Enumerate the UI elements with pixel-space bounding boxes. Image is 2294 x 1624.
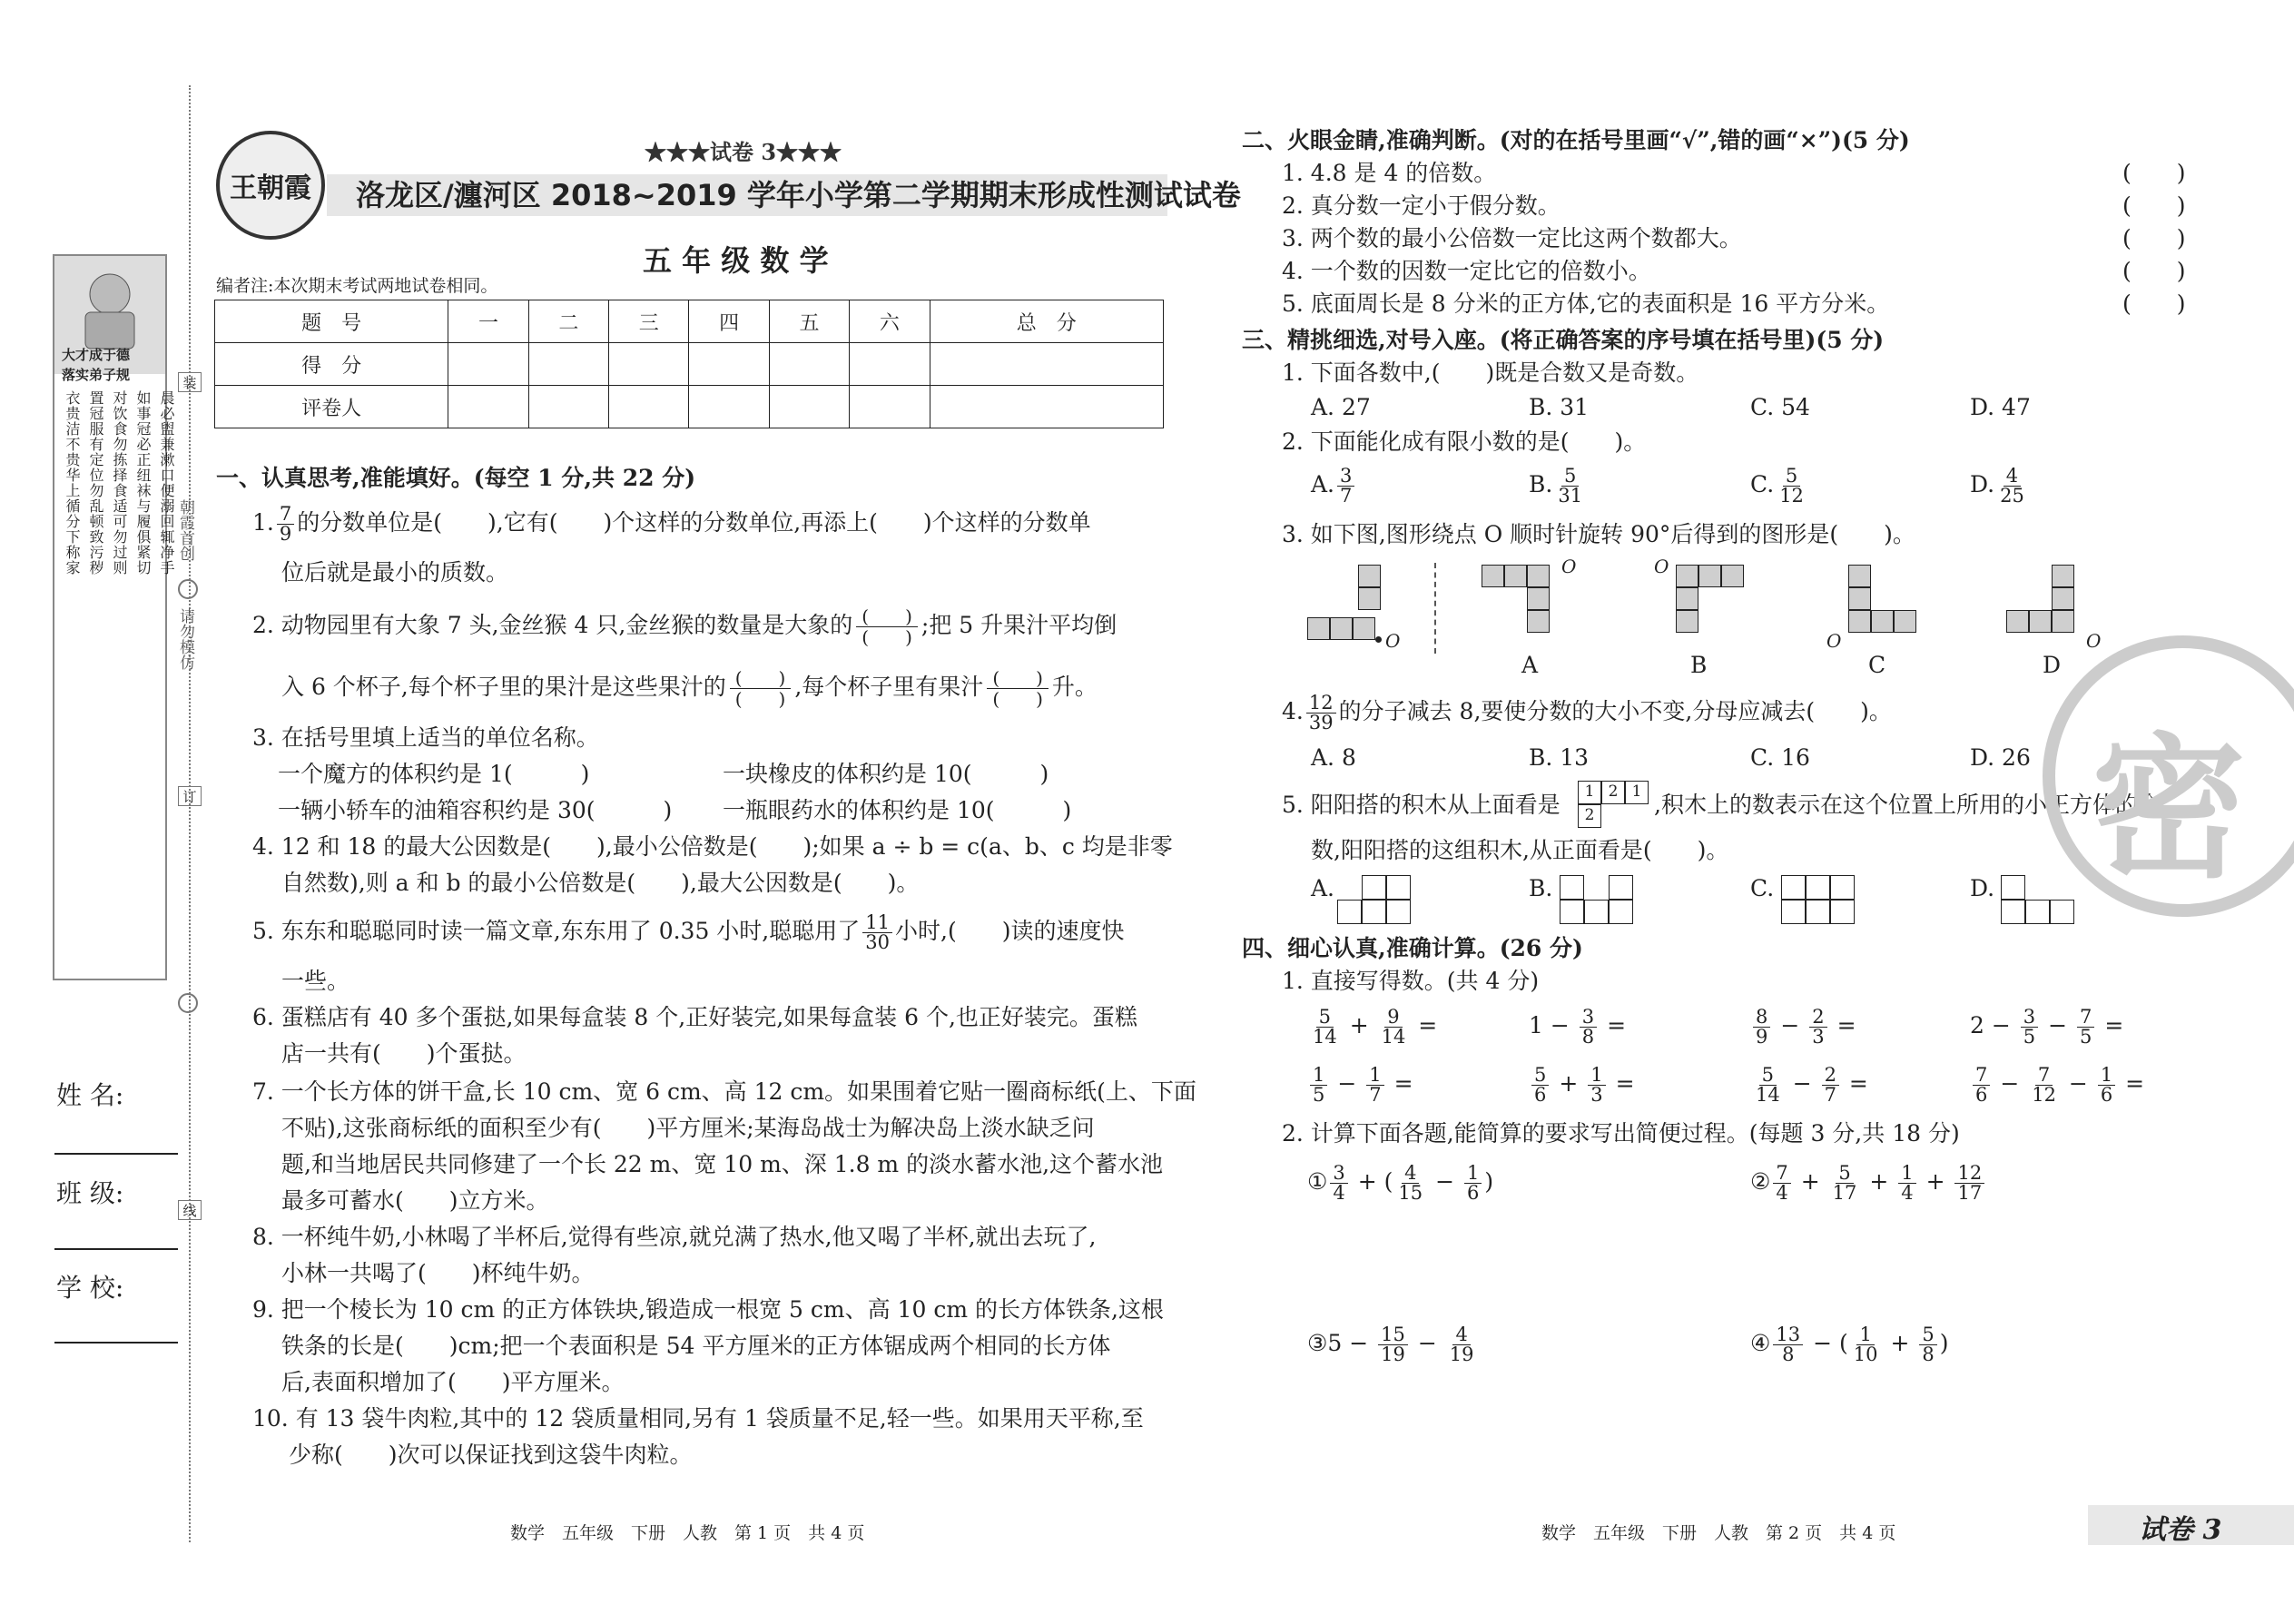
blank-fraction: ( ) ( ) xyxy=(730,668,792,709)
exam-subtitle: 五 年 级 数 学 xyxy=(643,243,829,278)
fold-label: 请勿模仿 xyxy=(176,608,194,670)
score-cell[interactable] xyxy=(528,343,608,386)
q7-line2: 不贴),这张商标纸的面积至少有( )平方厘米;某海岛战士为解决岛上淡水缺乏问 xyxy=(281,1115,1095,1141)
q10-line1: 10. 有 13 袋牛肉粒,其中的 12 袋质量相同,另有 1 袋质量不足,轻一些。如果用天平称,至 xyxy=(252,1405,1144,1432)
table-header: 五 xyxy=(769,300,849,343)
score-cell[interactable] xyxy=(689,343,769,386)
blank-fraction: ( ) ( ) xyxy=(856,606,918,647)
verse: 晨必盥兼漱口便溺回辄净手 xyxy=(158,390,175,576)
part4-title: 四、细心认真,准确计算。(26 分) xyxy=(1242,935,1583,961)
footer-right: 数学 五年级 下册 人教 第 2 页 共 4 页 xyxy=(1541,1523,1896,1543)
score-cell[interactable] xyxy=(769,343,849,386)
q8-line1: 8. 一杯纯牛奶,小林喝了半杯后,觉得有些凉,就兑满了热水,他又喝了半杯,就出去玩了, xyxy=(252,1224,1097,1250)
table-header: 四 xyxy=(689,300,769,343)
table-header: 三 xyxy=(609,300,689,343)
judge-item: 2. 真分数一定小于假分数。 xyxy=(1282,192,1561,219)
mc-option[interactable]: B. 13 xyxy=(1529,744,1590,771)
table-header: 六 xyxy=(850,300,930,343)
calc-problem-3: ③5 − $\frac{15}{19}$ − $\frac{4}{19}$ xyxy=(1307,1324,1474,1365)
mc-q3: 3. 如下图,图形绕点 O 顺时针旋转 90°后得到的图形是( )。 xyxy=(1282,521,1915,547)
q5-line2: 一些。 xyxy=(281,968,350,994)
q2-line1: 2. 动物园里有大象 7 头,金丝猴 4 只,金丝猴的数量是大象的 ( ) ( ) ;把 5 升果汁平均倒 xyxy=(252,605,1117,648)
mc-option[interactable]: A. 8 xyxy=(1311,744,1356,771)
mc-option[interactable]: A. $\frac{3}{7}$ xyxy=(1311,467,1357,506)
verse: 置冠服有定位勿乱顿致污秽 xyxy=(87,390,104,576)
score-cell[interactable] xyxy=(769,386,849,428)
footer-left: 数学 五年级 下册 人教 第 1 页 共 4 页 xyxy=(510,1523,865,1543)
part1-title: 一、认真思考,准能填好。(每空 1 分,共 22 分) xyxy=(216,465,696,491)
mc-option[interactable]: C. xyxy=(1750,875,1775,901)
score-cell[interactable] xyxy=(930,343,1163,386)
score-cell[interactable] xyxy=(448,343,528,386)
calc-item: $\frac{5}{6}$ + $\frac{1}{3}$ = xyxy=(1529,1066,1635,1105)
section-2: 2. 计算下面各题,能简算的要求写出简便过程。(每题 3 分,共 18 分) xyxy=(1282,1120,1960,1147)
row-label: 得 分 xyxy=(215,343,448,386)
mc-q5-line1b: ,积木上的数表示在这个位置上所用的小正方体的个 xyxy=(1654,792,2161,818)
q2-line2: 入 6 个杯子,每个杯子里的果汁是这些果汁的 ( ) ( ) ,每个杯子里有果汁 ( ) ( ) 升。 xyxy=(281,667,1098,710)
q3-d: 一瓶眼药水的体积约是 10( ) xyxy=(723,797,1072,823)
section-1: 1. 直接写得数。(共 4 分) xyxy=(1282,968,1540,994)
mc-option[interactable]: D. 26 xyxy=(1970,744,2031,771)
q7-line4: 最多可蓄水( )立方米。 xyxy=(281,1187,549,1214)
answer-paren[interactable]: ( ) xyxy=(2122,225,2186,251)
q4-line1: 4. 12 和 18 的最大公因数是( ),最小公倍数是( );如果 a ÷ b = c(a、b、c 均是非零 xyxy=(252,833,1173,860)
calc-item: 1 − $\frac{3}{8}$ = xyxy=(1529,1006,1627,1048)
sidebar-slogan-1: 大才成于德 xyxy=(62,347,131,363)
name-label: 姓 名: xyxy=(56,1080,124,1110)
mc-option[interactable]: D. $\frac{4}{25}$ xyxy=(1970,465,2024,507)
calc-item: $\frac{1}{5}$ − $\frac{1}{7}$ = xyxy=(1307,1066,1413,1105)
calc-problem-1: ① $\frac{3}{4}$ + ( $\frac{4}{15}$ − $\frac{1}{6}$ ) xyxy=(1307,1162,1494,1204)
fold-box: 线 xyxy=(178,1200,202,1220)
q8-line2: 小林一共喝了( )杯纯牛奶。 xyxy=(281,1260,595,1286)
judge-item: 5. 底面周长是 8 分米的正方体,它的表面积是 16 平方分米。 xyxy=(1282,290,1890,317)
binding-hole-icon xyxy=(178,579,198,599)
q1-line2: 位后就是最小的质数。 xyxy=(281,559,509,586)
table-header: 题 号 xyxy=(215,300,448,343)
fold-box: 装 xyxy=(178,372,202,392)
calc-item: $\frac{5}{14}$ − $\frac{2}{7}$ = xyxy=(1756,1064,1868,1106)
answer-paren[interactable]: ( ) xyxy=(2122,290,2186,317)
score-cell[interactable] xyxy=(689,386,769,428)
calc-item: $\frac{5}{14}$ + $\frac{9}{14}$ = xyxy=(1313,1006,1438,1048)
brand-name: 王朝霞 xyxy=(230,172,311,204)
answer-paren[interactable]: ( ) xyxy=(2122,160,2186,186)
exam-title: 洛龙区/瀍河区 2018~2019 学年小学第二学期期末形成性测试试卷 xyxy=(356,178,1241,212)
fold-label: 朝霞首创 xyxy=(176,499,194,561)
q5-line1: 5. 东东和聪聪同时读一篇文章,东东用了 0.35 小时,聪聪用了 $\frac{11}{30}$ 小时,( )读的速度快 xyxy=(252,911,1125,953)
q4-line2: 自然数),则 a 和 b 的最小公倍数是( ),最大公因数是( )。 xyxy=(281,870,920,896)
fraction: $\frac{11}{30}$ xyxy=(862,913,892,952)
mc-option[interactable]: C. 16 xyxy=(1750,744,1810,771)
figure-label[interactable]: C xyxy=(1868,652,1886,678)
q3-c: 一辆小轿车的油箱容积约是 30( ) xyxy=(278,797,673,823)
q7-line1: 7. 一个长方体的饼干盒,长 10 cm、宽 6 cm、高 12 cm。如果围着它贴一圈商标纸(上、下面 xyxy=(252,1078,1196,1105)
table-header: 二 xyxy=(528,300,608,343)
mc-q5-line1: 5. 阳阳搭的积木从上面看是 xyxy=(1282,792,1561,818)
q6-line2: 店一共有( )个蛋挞。 xyxy=(281,1040,527,1067)
mc-option[interactable]: D. 47 xyxy=(1970,394,2031,420)
school-label: 学 校: xyxy=(56,1273,124,1303)
calc-item: 2 − $\frac{3}{5}$ − $\frac{7}{5}$ = xyxy=(1970,1006,2124,1048)
mc-option[interactable]: C. 54 xyxy=(1750,394,1810,420)
name-line[interactable] xyxy=(54,1153,178,1155)
verse: 衣贵洁不贵华上循分下称家 xyxy=(64,390,81,576)
row-label: 评卷人 xyxy=(215,386,448,428)
mc-option[interactable]: B. 31 xyxy=(1529,394,1590,420)
mc-q5-line2: 数,阳阳搭的这组积木,从正面看是( )。 xyxy=(1311,837,1729,863)
editor-note: 编者注:本次期末考试两地试卷相同。 xyxy=(216,276,498,296)
paper-badge: 试卷 3 xyxy=(2139,1514,2222,1546)
fold-line xyxy=(189,85,191,1542)
q1-line1: 1. $\frac{7}{9}$ 的分数单位是( ),它有( )个这样的分数单位,再添上( )个这样的分数单 xyxy=(252,503,1091,545)
q3-a: 一个魔方的体积约是 1( ) xyxy=(278,761,590,787)
q6-line1: 6. 蛋糕店有 40 多个蛋挞,如果每盒装 8 个,正好装完,如果每盒装 6 个,也正好装完。蛋糕 xyxy=(252,1004,1137,1030)
answer-paren[interactable]: ( ) xyxy=(2122,192,2186,219)
table-header: 总 分 xyxy=(930,300,1163,343)
q9-line2: 铁条的长是( )cm;把一个表面积是 54 平方厘米的正方体锯成两个相同的长方体 xyxy=(281,1333,1111,1359)
mc-option[interactable]: C. $\frac{5}{12}$ xyxy=(1750,465,1804,507)
part2-title: 二、火眼金睛,准确判断。(对的在括号里画“√”,错的画“×”)(5 分) xyxy=(1242,127,1910,153)
figure-label[interactable]: D xyxy=(2043,652,2062,678)
verse: 对饮食勿拣择食适可勿过则 xyxy=(111,390,128,576)
verse: 如事冠必正纽袜与履俱紧切 xyxy=(134,390,152,576)
figure-label[interactable]: B xyxy=(1690,652,1708,678)
q7-line3: 题,和当地居民共同修建了一个长 22 m、宽 10 m、深 1.8 m 的淡水蓄水池,这个蓄水池 xyxy=(281,1151,1164,1177)
score-cell[interactable] xyxy=(850,343,930,386)
binding-hole-icon xyxy=(178,993,198,1013)
school-line[interactable] xyxy=(54,1342,178,1343)
fraction: $\frac{7}{9}$ xyxy=(277,505,294,544)
brand-logo xyxy=(216,131,325,240)
seal-watermark: 密 xyxy=(2043,635,2294,917)
mc-option[interactable]: B. $\frac{5}{31}$ xyxy=(1529,465,1583,507)
score-cell[interactable] xyxy=(528,386,608,428)
mc-q1: 1. 下面各数中,( )既是合数又是奇数。 xyxy=(1282,359,1699,386)
score-table xyxy=(214,300,1164,428)
calc-item: $\frac{7}{6}$ − $\frac{7}{12}$ − $\frac{1}{6}$ = xyxy=(1970,1066,2144,1105)
mc-q2: 2. 下面能化成有限小数的是( )。 xyxy=(1282,428,1647,455)
mc-option[interactable]: A. 27 xyxy=(1311,394,1371,420)
score-cell[interactable] xyxy=(609,386,689,428)
left-sidebar xyxy=(53,254,175,980)
class-line[interactable] xyxy=(54,1248,178,1250)
sidebar-verses xyxy=(60,390,176,576)
judge-item: 3. 两个数的最小公倍数一定比这两个数都大。 xyxy=(1282,225,1742,251)
score-cell[interactable] xyxy=(448,386,528,428)
q3-b: 一块橡皮的体积约是 10( ) xyxy=(723,761,1049,787)
blank-fraction: ( ) ( ) xyxy=(987,668,1049,709)
judge-item: 1. 4.8 是 4 的倍数。 xyxy=(1282,160,1497,186)
mc-option[interactable]: A. xyxy=(1311,875,1335,901)
score-cell[interactable] xyxy=(850,386,930,428)
q3-line: 3. 在括号里填上适当的单位名称。 xyxy=(252,724,599,751)
q10-line2: 少称( )次可以保证找到这袋牛肉粒。 xyxy=(289,1442,693,1468)
paper-tag: ★★★试卷 3★★★ xyxy=(645,139,842,165)
q9-line3: 后,表面积增加了( )平方厘米。 xyxy=(281,1369,625,1395)
score-cell[interactable] xyxy=(609,343,689,386)
answer-paren[interactable]: ( ) xyxy=(2122,258,2186,284)
mc-option[interactable]: B. xyxy=(1529,875,1553,901)
mc-q4: 4. $\frac{12}{39}$ 的分子减去 8,要使分数的大小不变,分母应减去( )。 xyxy=(1282,692,1892,733)
part3-title: 三、精挑细选,对号入座。(将正确答案的序号填在括号里)(5 分) xyxy=(1242,327,1885,353)
table-header: 一 xyxy=(448,300,528,343)
mc-option[interactable]: D. xyxy=(1970,875,1995,901)
calc-item: $\frac{8}{9}$ − $\frac{2}{3}$ = xyxy=(1750,1008,1856,1047)
fold-box: 订 xyxy=(178,786,202,806)
calc-problem-4: ④ $\frac{13}{8}$ − ( $\frac{1}{10}$ + $\frac{5}{8}$ ) xyxy=(1750,1324,1949,1365)
figure-label[interactable]: A xyxy=(1521,652,1539,678)
judge-item: 4. 一个数的因数一定比它的倍数小。 xyxy=(1282,258,1651,284)
sidebar-slogan-2: 落实弟子规 xyxy=(62,367,131,383)
score-cell[interactable] xyxy=(930,386,1163,428)
class-label: 班 级: xyxy=(56,1178,124,1208)
q9-line1: 9. 把一个棱长为 10 cm 的正方体铁块,锻造成一根宽 5 cm、高 10 cm 的长方体铁条,这根 xyxy=(252,1296,1164,1323)
calc-problem-2: ② $\frac{7}{4}$ + $\frac{5}{17}$ + $\frac{1}{4}$ + $\frac{12}{17}$ xyxy=(1750,1164,1987,1203)
